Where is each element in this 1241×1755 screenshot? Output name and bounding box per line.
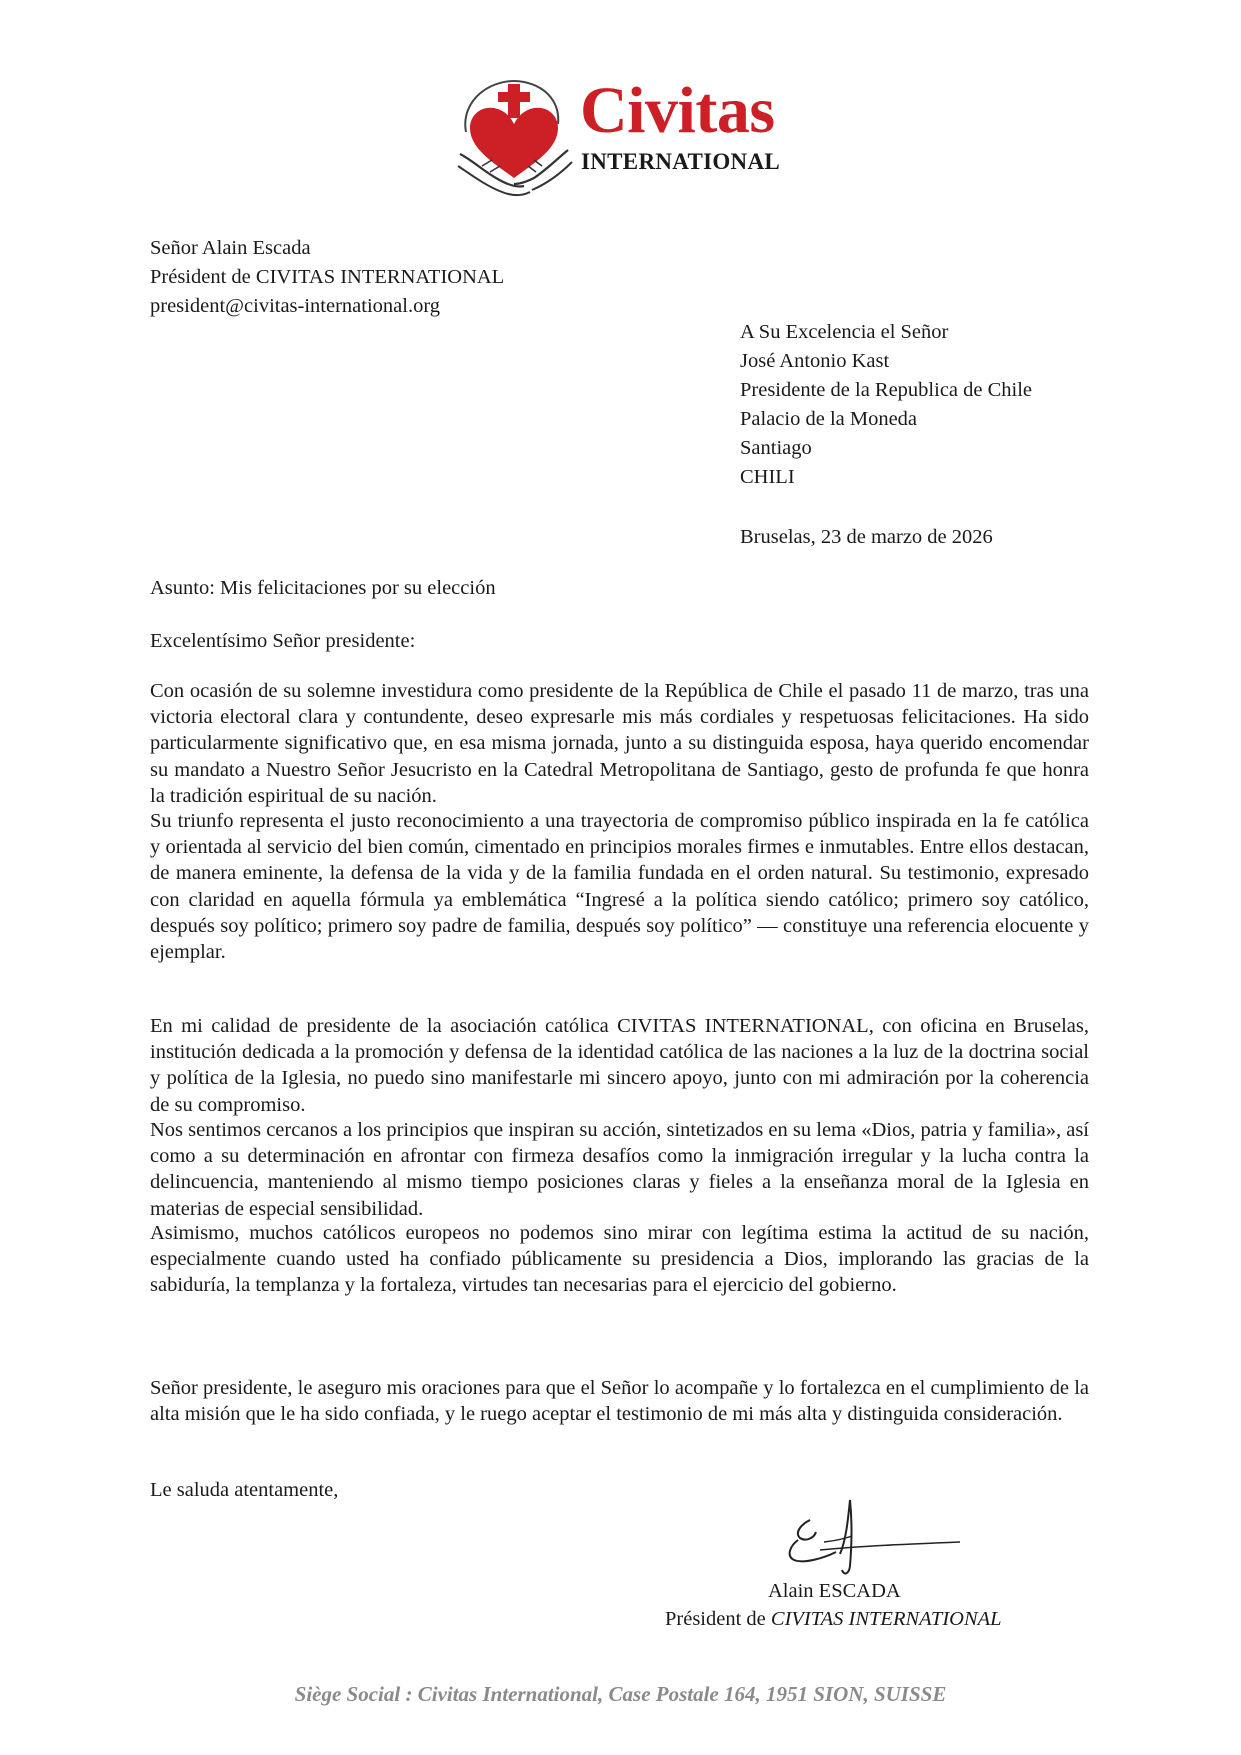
recipient-block <box>740 318 1032 492</box>
civitas-logo <box>452 70 792 200</box>
recipient-line: José Antonio Kast <box>740 350 890 372</box>
logo-subtitle: INTERNATIONAL <box>581 149 781 174</box>
signatory-title-org: CIVITAS INTERNATIONAL <box>770 1608 1002 1630</box>
sender-name: Señor Alain Escada <box>150 237 311 259</box>
recipient-line: CHILI <box>740 466 795 488</box>
recipient-line: Palacio de la Moneda <box>740 408 918 430</box>
letter-date: Bruselas, 23 de marzo de 2026 <box>740 526 993 548</box>
recipient-line: Presidente de la Republica de Chile <box>740 379 1033 401</box>
sender-block <box>150 234 504 321</box>
letter-closing: Le saluda atentamente, <box>150 1479 339 1501</box>
signatory-name: Alain ESCADA <box>768 1580 901 1602</box>
letter-salutation: Excelentísimo Señor presidente: <box>150 630 416 652</box>
footer-address: Siège Social : Civitas International, Case Postale 164, 1951 SION, SUISSE <box>294 1682 947 1706</box>
body-paragraph: Nos sentimos cercanos a los principios que inspiran su acción, sintetizados en su lema «Dios, patria y familia», así como a su determinación en afrontar con firmeza desafíos como la inmigración irregular y la lucha contra la delincuencia, manteniendo al mismo tiempo posiciones claras y fieles a la enseñanza moral de la Iglesia en materias de especial sensibilidad. <box>150 1119 1089 1220</box>
sender-email: president@civitas-international.org <box>150 295 441 317</box>
handwritten-signature <box>780 1480 970 1590</box>
body-paragraph: Señor presidente, le aseguro mis oraciones para que el Señor lo acompañe y lo fortalezca en el cumplimiento de la alta misión que le ha sido confiada, y le ruego aceptar el testimonio de mi más alta y distinguida consideración. <box>150 1377 1089 1426</box>
body-paragraph: Con ocasión de su solemne investidura como presidente de la República de Chile el pasado 11 de marzo, tras una victoria electoral clara y contundente, deseo expresarle mis más cordiales y respetuosas felicitaciones. Ha sido particularmente significativo que, en esa misma jornada, junto a su distinguida esposa, haya querido encomendar su mandato a Nuestro Señor Jesucristo en la Catedral Metropolitana de Santiago, gesto de profunda fe que honra la tradición espiritual de su nación. <box>150 680 1089 807</box>
logo-wordmark: Civitas <box>580 74 775 147</box>
recipient-line: Santiago <box>740 437 812 459</box>
signatory-title <box>665 1605 1002 1634</box>
sender-title: Président de CIVITAS INTERNATIONAL <box>150 266 505 288</box>
body-paragraph: Su triunfo representa el justo reconocimiento a una trayectoria de compromiso público inspirada en la fe católica y orientada al servicio del bien común, cimentado en principios morales firmes e inmutables. Entre ellos destacan, de manera eminente, la defensa de la vida y de la familia fundada en el orden natural. Su testimonio, expresado con claridad en aquella fórmula ya emblemática “Ingresé a la política siendo católico; primero soy católico, después soy político; primero soy padre de familia, después soy político” — constituye una referencia elocuente y ejemplar. <box>150 810 1089 964</box>
signatory-title-prefix: Président de <box>665 1608 771 1630</box>
body-paragraph: Asimismo, muchos católicos europeos no podemos sino mirar con legítima estima la actitud de su nación, especialmente cuando usted ha confiado públicamente su presidencia a Dios, implorando las gracias de la sabiduría, la templanza y la fortaleza, virtudes tan necesarias para el ejercicio del gobierno. <box>150 1222 1089 1297</box>
recipient-line: A Su Excelencia el Señor <box>740 321 949 343</box>
body-paragraph: En mi calidad de presidente de la asociación católica CIVITAS INTERNATIONAL, con oficina en Bruselas, institución dedicada a la promoción y defensa de la identidad católica de las naciones a la luz de la doctrina social y política de la Iglesia, no puedo sino manifestarle mi sincero apoyo, junto con mi admiración por la coherencia de su compromiso. <box>150 1015 1089 1116</box>
letter-subject: Asunto: Mis felicitaciones por su elección <box>150 577 496 599</box>
sacred-heart-hands-icon <box>452 70 582 200</box>
